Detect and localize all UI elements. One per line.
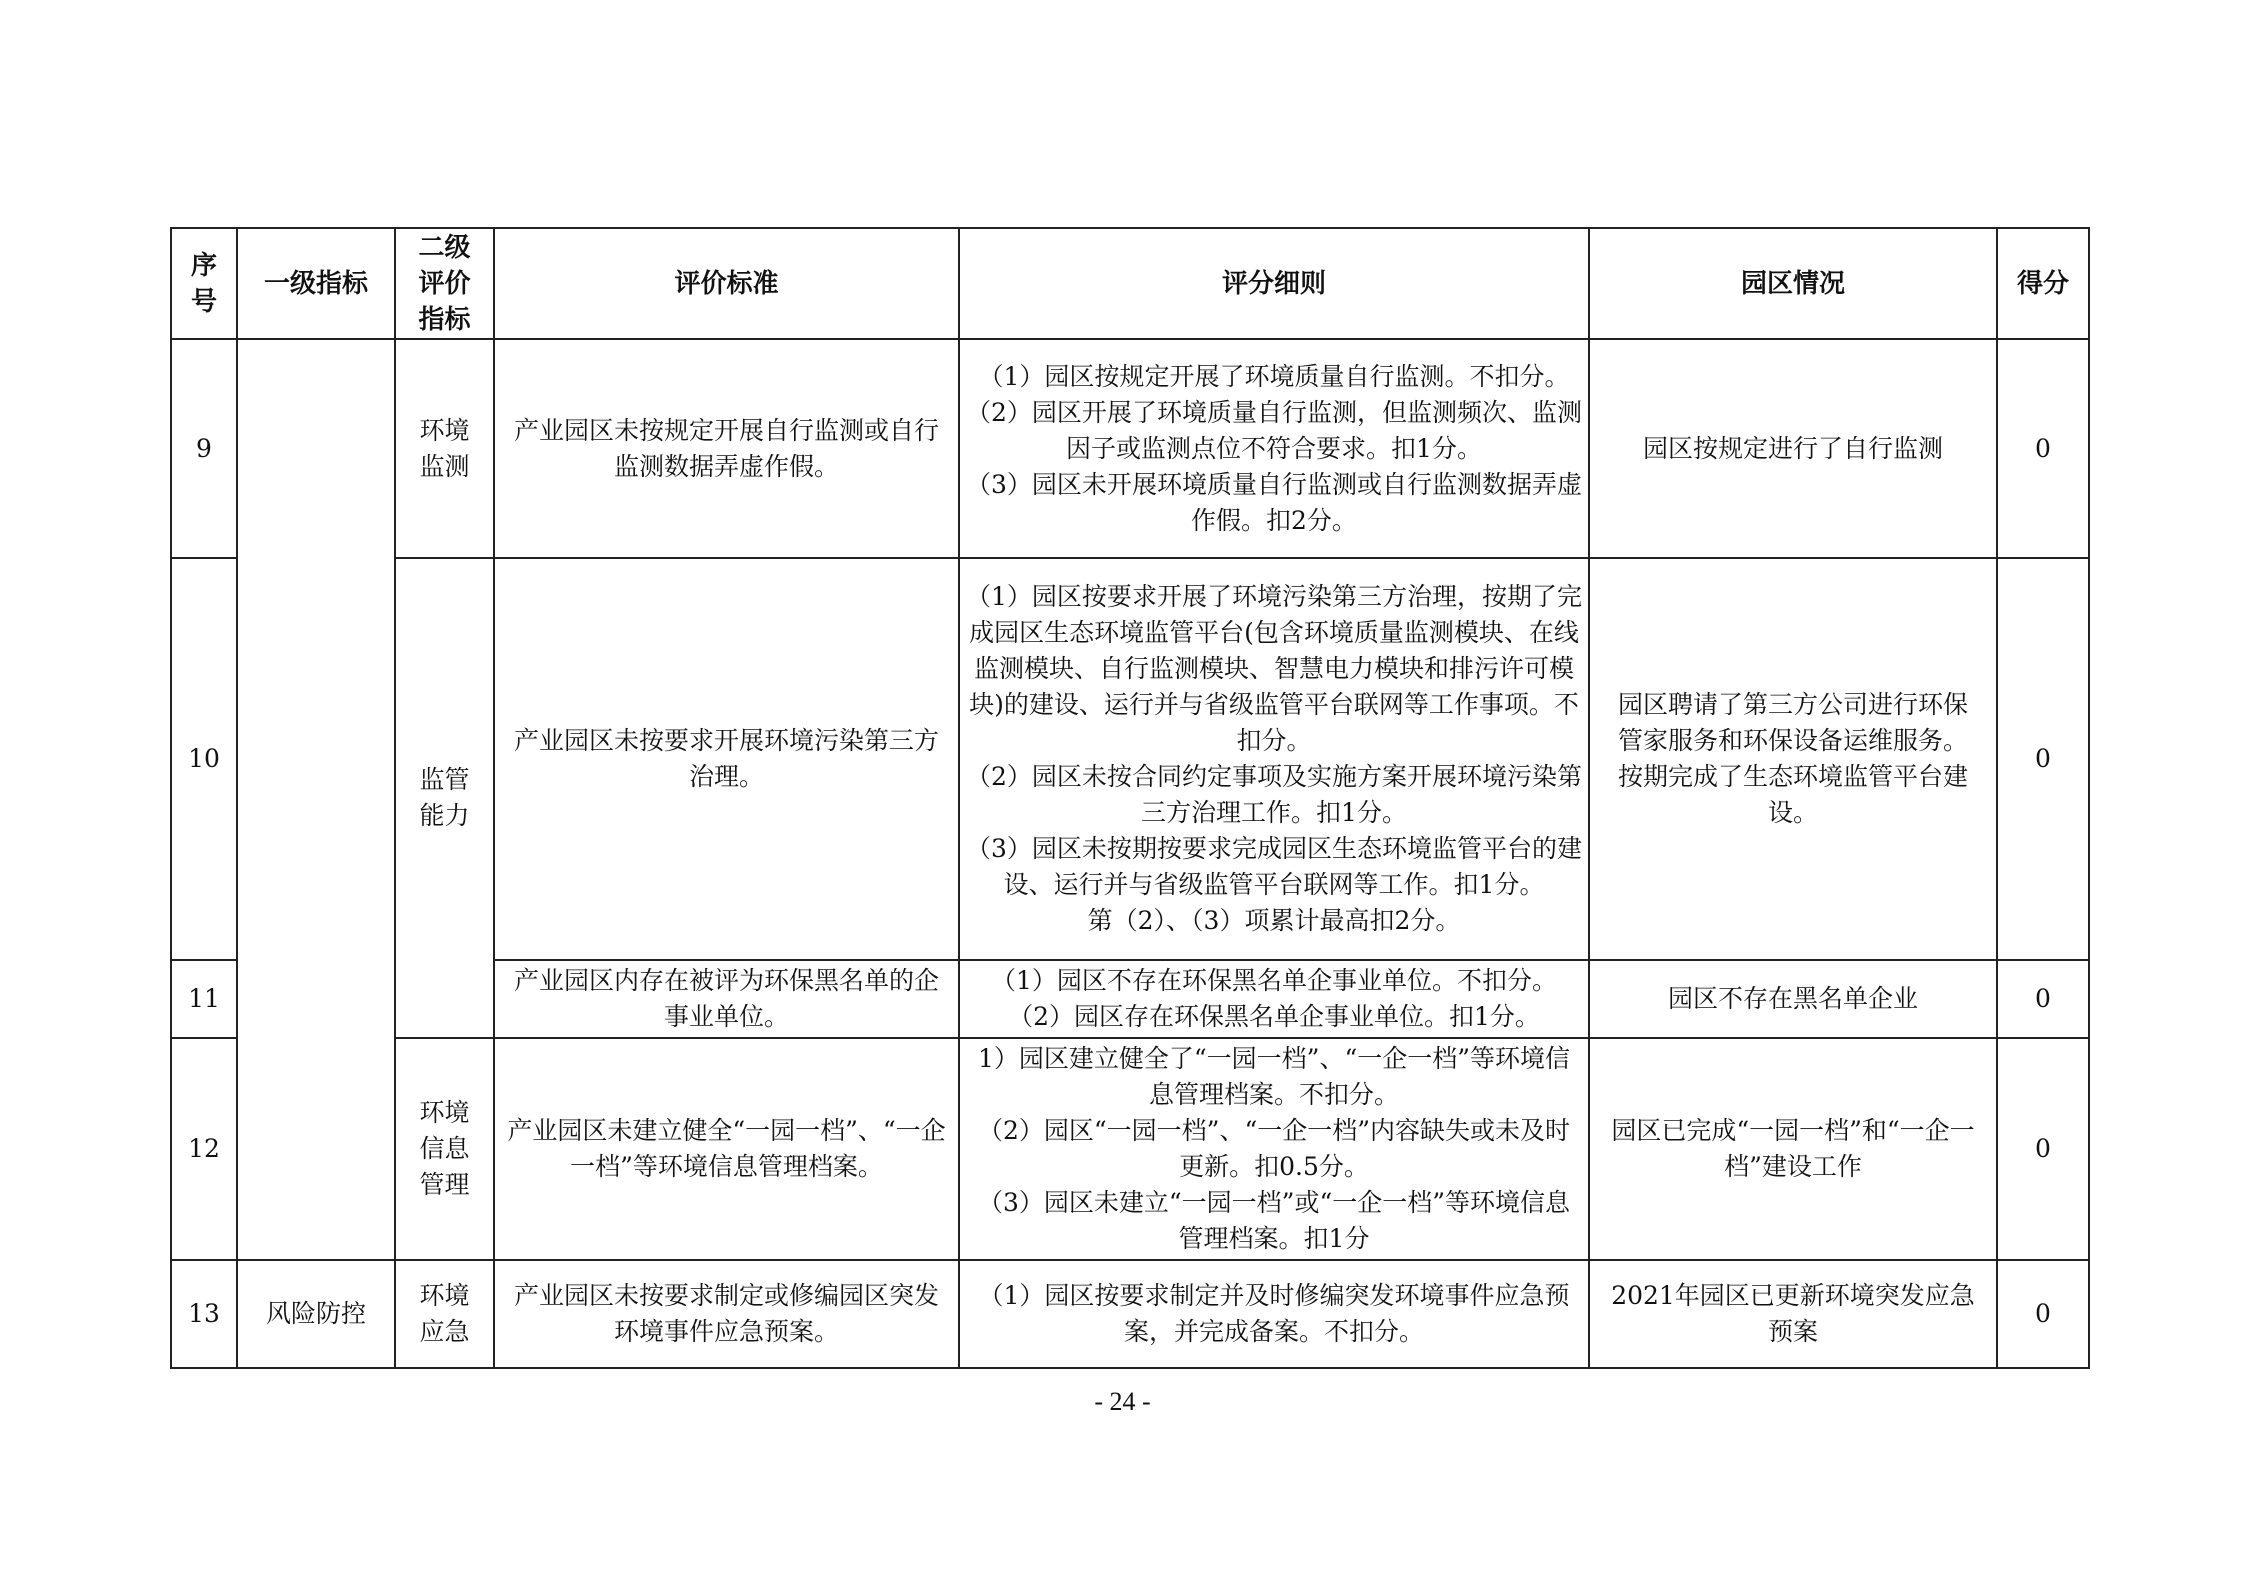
header-criteria: 评价标准 [494,228,959,339]
row-seq: 12 [171,1038,237,1260]
row-level2: 环境应急 [395,1260,494,1368]
rule-line: （3）园区未开展环境质量自行监测或自行监测数据弄虚作假。扣2分。 [966,469,1582,535]
page-number: - 24 - [1094,1387,1151,1416]
header-level2: 二级评价指标 [395,228,494,339]
table-row [171,1260,2089,1368]
rule-line: （1）园区不存在环保黑名单企事业单位。不扣分。 [991,966,1557,995]
row-level1: 风险防控 [237,1260,395,1368]
rule-line: （1）园区按要求制定并及时修编突发环境事件应急预案，并完成备案。不扣分。 [978,1281,1570,1346]
row-rules [959,960,1589,1038]
header-level1: 一级指标 [237,228,395,339]
row-score: 0 [1997,558,2089,960]
row-level2: 环境监测 [395,339,494,558]
rule-line: 1）园区建立健全了“一园一档”、“一企一档”等环境信息管理档案。不扣分。 [977,1044,1571,1109]
row-rules [959,1038,1589,1260]
row-score: 0 [1997,1260,2089,1368]
row-criteria: 产业园区未建立健全“一园一档”、“一企一档”等环境信息管理档案。 [494,1038,959,1260]
rule-line: （2）园区开展了环境质量自行监测，但监测频次、监测因子或监测点位不符合要求。扣1分。 [966,397,1582,463]
rule-line: （1）园区按要求开展了环境污染第三方治理，按期了完成园区生态环境监管平台(包含环境质量监测模块、在线监测模块、自行监测模块、智慧电力模块和排污许可模块)的建设、运行并与省级监管平台联网等工作事项。不扣分。 [966,582,1582,755]
row-seq: 13 [171,1260,237,1368]
header-status: 园区情况 [1589,228,1997,339]
table-row [171,558,2089,960]
row-seq: 11 [171,960,237,1038]
rule-line: （3）园区未建立“一园一档”或“一企一档”等环境信息管理档案。扣1分 [977,1188,1571,1253]
row-rules [959,558,1589,960]
row-level1 [237,339,395,1260]
header-rules: 评分细则 [959,228,1589,339]
row-status: 园区已完成“一园一档”和“一企一档”建设工作 [1589,1038,1997,1260]
row-criteria: 产业园区未按规定开展自行监测或自行监测数据弄虚作假。 [494,339,959,558]
table-row [171,339,2089,558]
row-status: 园区不存在黑名单企业 [1589,960,1997,1038]
row-rules [959,339,1589,558]
rule-line: （2）园区存在环保黑名单企事业单位。扣1分。 [1008,1002,1540,1031]
row-criteria: 产业园区内存在被评为环保黑名单的企事业单位。 [494,960,959,1038]
row-criteria: 产业园区未按要求制定或修编园区突发环境事件应急预案。 [494,1260,959,1368]
table-row [171,1038,2089,1260]
row-rules [959,1260,1589,1368]
rule-line: 第（2）、（3）项累计最高扣2分。 [1087,906,1461,935]
row-status: 园区按规定进行了自行监测 [1589,339,1997,558]
row-status: 园区聘请了第三方公司进行环保管家服务和环保设备运维服务。按期完成了生态环境监管平台建设。 [1589,558,1997,960]
rule-line: （2）园区“一园一档”、“一企一档”内容缺失或未及时更新。扣0.5分。 [977,1116,1571,1181]
header-seq: 序号 [171,228,237,339]
rule-line: （3）园区未按期按要求完成园区生态环境监管平台的建设、运行并与省级监管平台联网等工作。扣1分。 [966,834,1582,899]
table-header-row [171,228,2089,339]
row-seq: 9 [171,339,237,558]
row-status: 2021年园区已更新环境突发应急预案 [1589,1260,1997,1368]
header-score: 得分 [1997,228,2089,339]
row-seq: 10 [171,558,237,960]
row-score: 0 [1997,960,2089,1038]
row-score: 0 [1997,339,2089,558]
row-level2: 监管能力 [395,558,494,1038]
row-level2: 环境信息管理 [395,1038,494,1260]
rule-line: （1）园区按规定开展了环境质量自行监测。不扣分。 [978,361,1570,391]
evaluation-table [170,227,2090,1369]
row-criteria: 产业园区未按要求开展环境污染第三方治理。 [494,558,959,960]
row-score: 0 [1997,1038,2089,1260]
rule-line: （2）园区未按合同约定事项及实施方案开展环境污染第三方治理工作。扣1分。 [966,762,1582,827]
